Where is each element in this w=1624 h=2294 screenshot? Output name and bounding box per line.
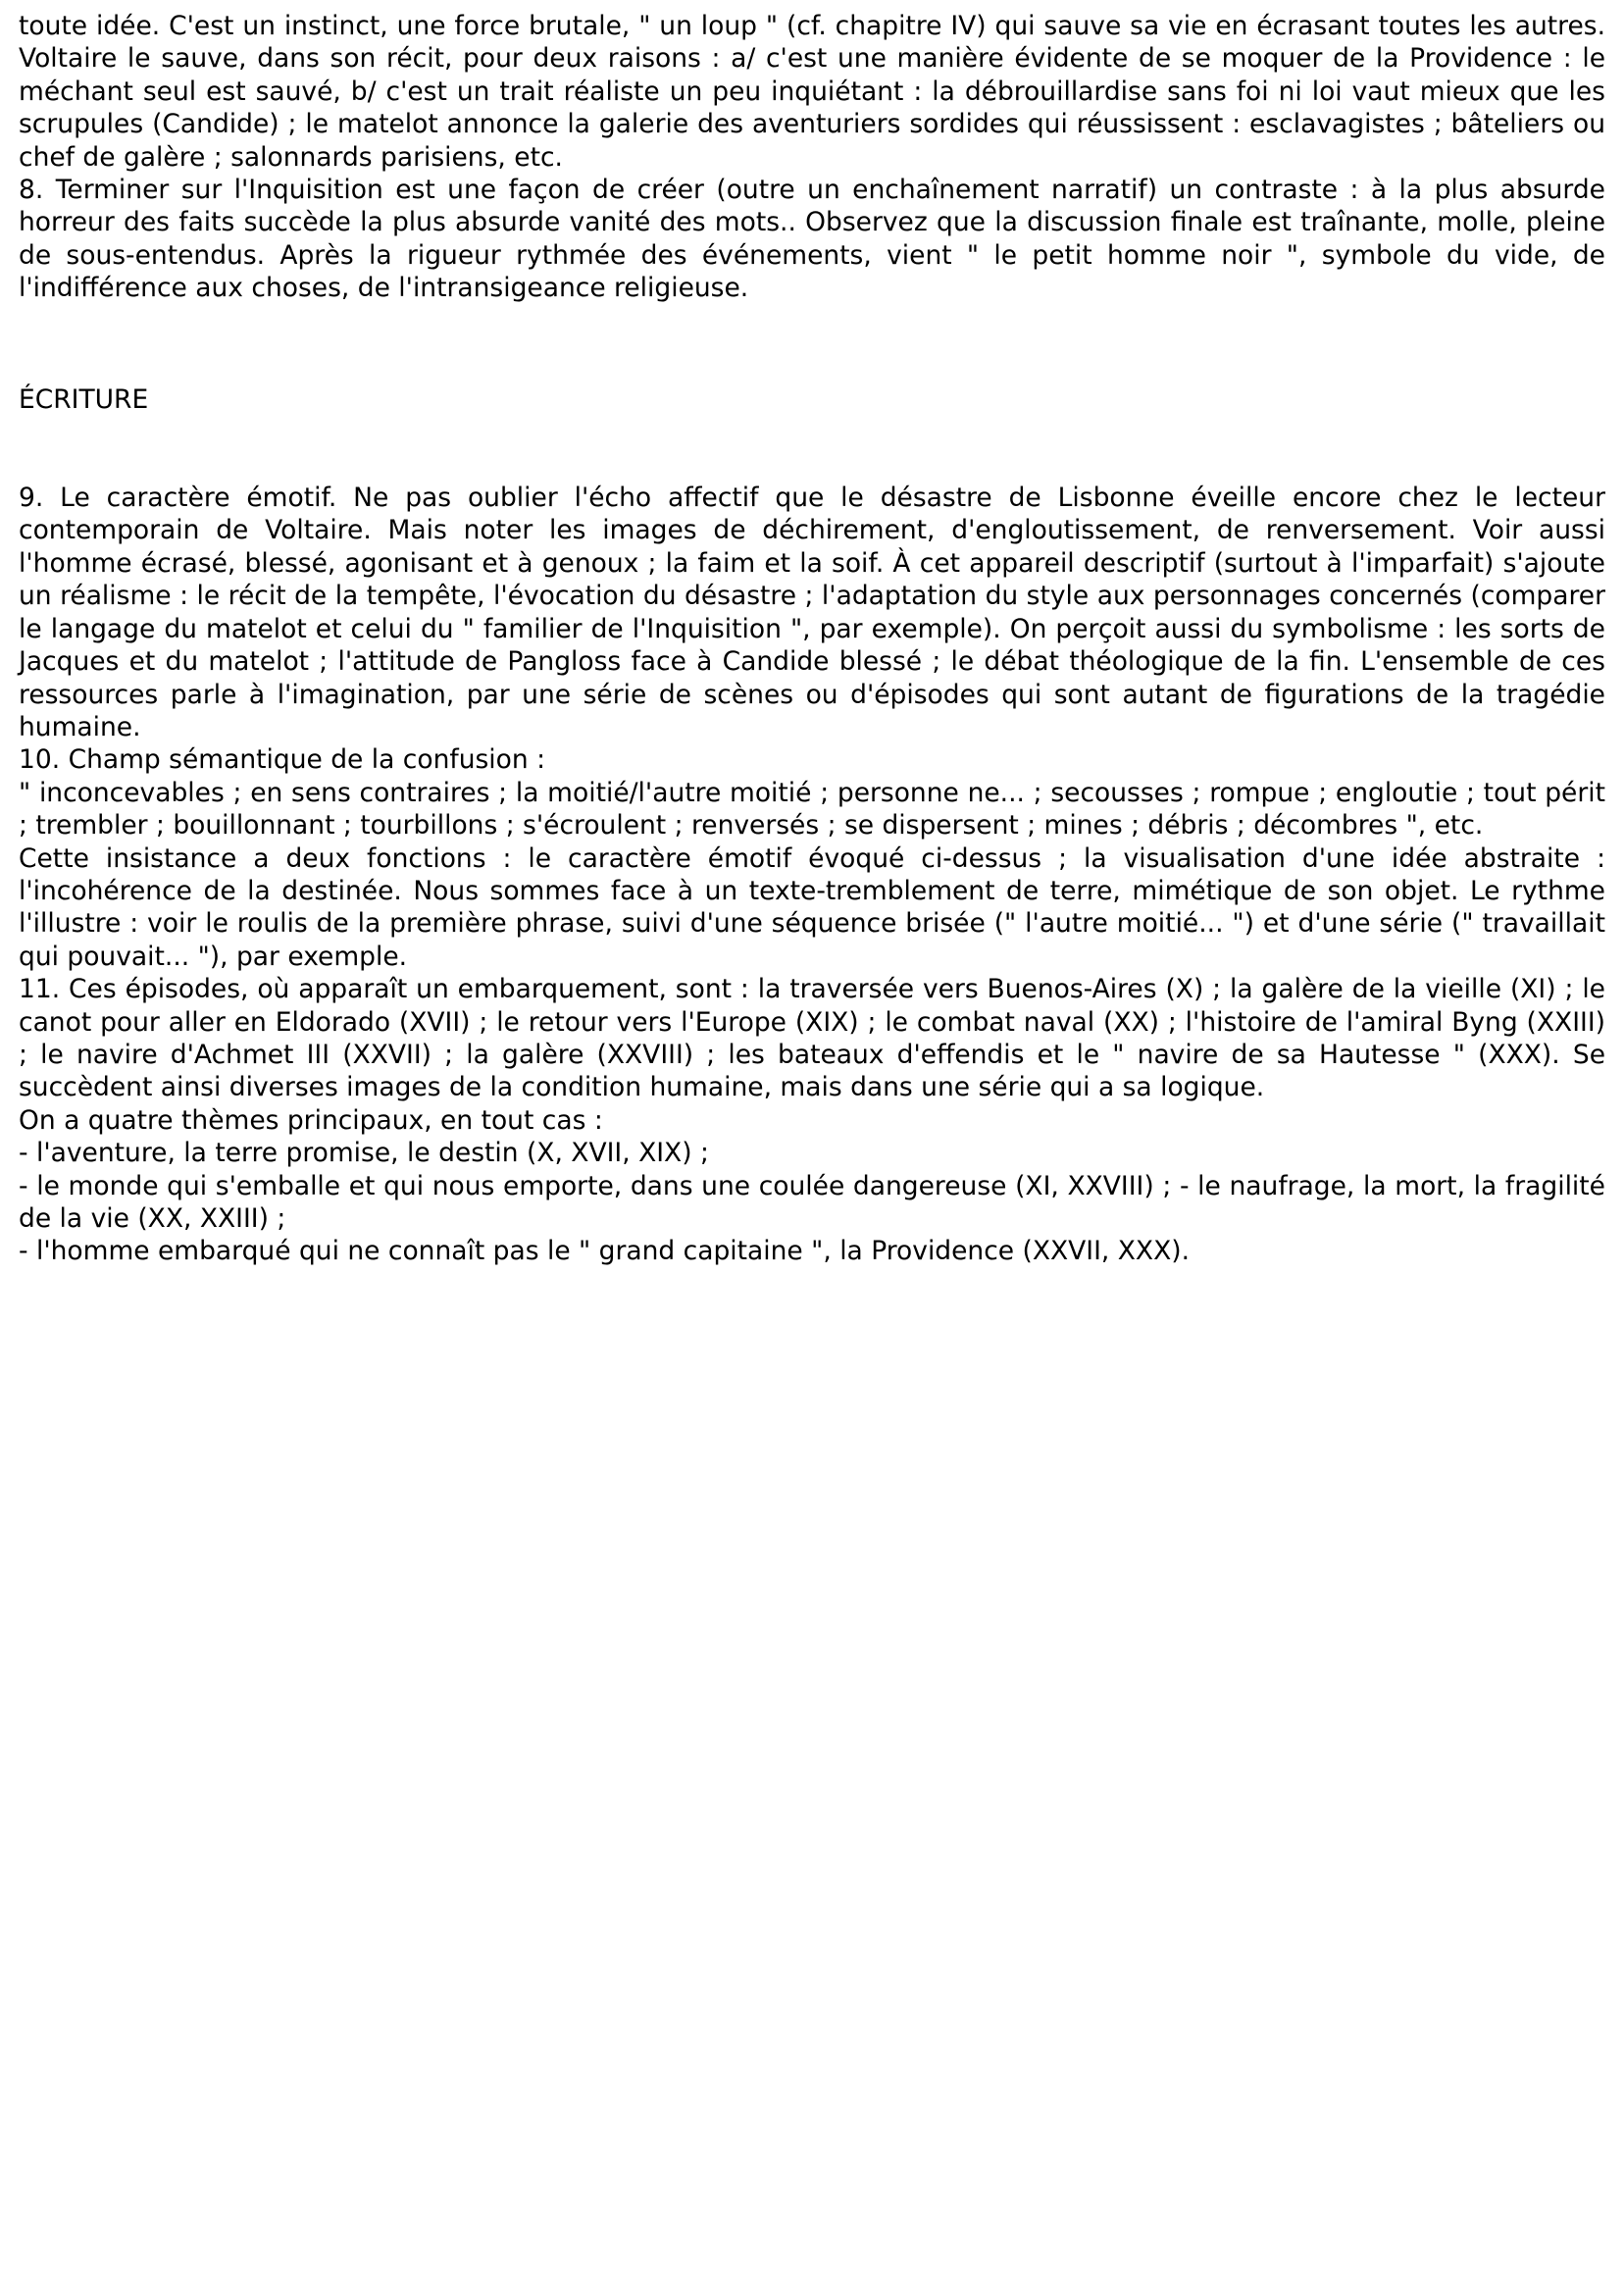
document-page xyxy=(19,10,1605,1268)
item-8-paragraph: 8. Terminer sur l'Inquisition est une façon de créer (outre un enchaînement narratif) un contraste : à la plus absurde horreur des faits succède la plus absurde vanité des mots.. Observez que la discussion finale est traînante, molle, pleine de sous-entendus. Après la rigueur rythmée des événements, vient " le petit homme noir ", symbole du vide, de l'indifférence aux choses, de l'intransigeance religieuse. xyxy=(19,175,1605,304)
spacer xyxy=(19,305,1605,383)
item-9-paragraph: 9. Le caractère émotif. Ne pas oublier l'écho affectif que le désastre de Lisbonne éveille encore chez le lecteur contemporain de Voltaire. Mais noter les images de déchirement, d'engloutissement, de renversement. Voir aussi l'homme écrasé, blessé, agonisant et à genoux ; la faim et la soif. À cet appareil descriptif (surtout à l'imparfait) s'ajoute un réalisme : le récit de la tempête, l'évocation du désastre ; l'adaptation du style aux personnages concernés (comparer le langage du matelot et celui du " familier de l'Inquisition ", par exemple). On perçoit aussi du symbolisme : les sorts de Jacques et du matelot ; l'attitude de Pangloss face à Candide blessé ; le débat théologique de la fin. L'ensemble de ces ressources parle à l'imagination, par une série de scènes ou d'épisodes qui sont autant de figurations de la tragédie humaine. xyxy=(19,483,1605,742)
item-10-word-list: " inconcevables ; en sens contraires ; la moitié/l'autre moitié ; personne ne... ; secousses ; rompue ; engloutie ; tout périt ; trembler ; bouillonnant ; tourbillons ; s'écroulent ; renversés ; se dispersent ; mines ; débris ; décombres ", etc. xyxy=(19,777,1605,841)
intro-paragraph: toute idée. C'est un instinct, une force brutale, " un loup " (cf. chapitre IV) qui sauve sa vie en écrasant toutes les autres. Voltaire le sauve, dans son récit, pour deux raisons : a/ c'est une manière évidente de se moquer de la Providence : le méchant seul est sauvé, b/ c'est un trait réaliste un peu inquiétant : la débrouillardise sans foi ni loi vaut mieux que les scrupules (Candide) ; le matelot annonce la galerie des aventuriers sordides qui réussissent : esclavagistes ; bâteliers ou chef de galère ; salonnards parisiens, etc. xyxy=(19,11,1605,173)
item-11-paragraph: 11. Ces épisodes, où apparaît un embarquement, sont : la traversée vers Buenos-Aires (X) ; la galère de la vieille (XI) ; le canot pour aller en Eldorado (XVII) ; le retour vers l'Europe (XIX) ; le combat naval (XX) ; l'histoire de l'amiral Byng (XXIII) ; le navire d'Achmet III (XXVII) ; la galère (XXVIII) ; les bateaux d'effendis et le " navire de sa Hautesse " (XXX). Se succèdent ainsi diverses images de la condition humaine, mais dans une série qui a sa logique. xyxy=(19,974,1605,1103)
theme-item: - l'homme embarqué qui ne connaît pas le " grand capitaine ", la Providence (XXVII, XXX). xyxy=(19,1236,1191,1267)
item-10-title: 10. Champ sémantique de la confusion : xyxy=(19,744,546,776)
item-10-paragraph: Cette insistance a deux fonctions : le caractère émotif évoqué ci-dessus ; la visualisation d'une idée abstraite : l'incohérence de la destinée. Nous sommes face à un texte-tremblement de terre, mimétique de son objet. Le rythme l'illustre : voir le roulis de la première phrase, suivi d'une séquence brisée (" l'autre moitié... ") et d'une série (" travaillait qui pouvait... "), par exemple. xyxy=(19,842,1605,972)
item-11-intro: On a quatre thèmes principaux, en tout cas : xyxy=(19,1104,603,1136)
theme-item: - le monde qui s'emballe et qui nous emporte, dans une coulée dangereuse (XI, XXVIII) ; - le naufrage, la mort, la fragilité de la vie (XX, XXIII) ; xyxy=(19,1170,1605,1234)
spacer xyxy=(19,416,1605,482)
section-heading: ÉCRITURE xyxy=(19,383,149,415)
theme-item: - l'aventure, la terre promise, le destin (X, XVII, XIX) ; xyxy=(19,1138,709,1169)
